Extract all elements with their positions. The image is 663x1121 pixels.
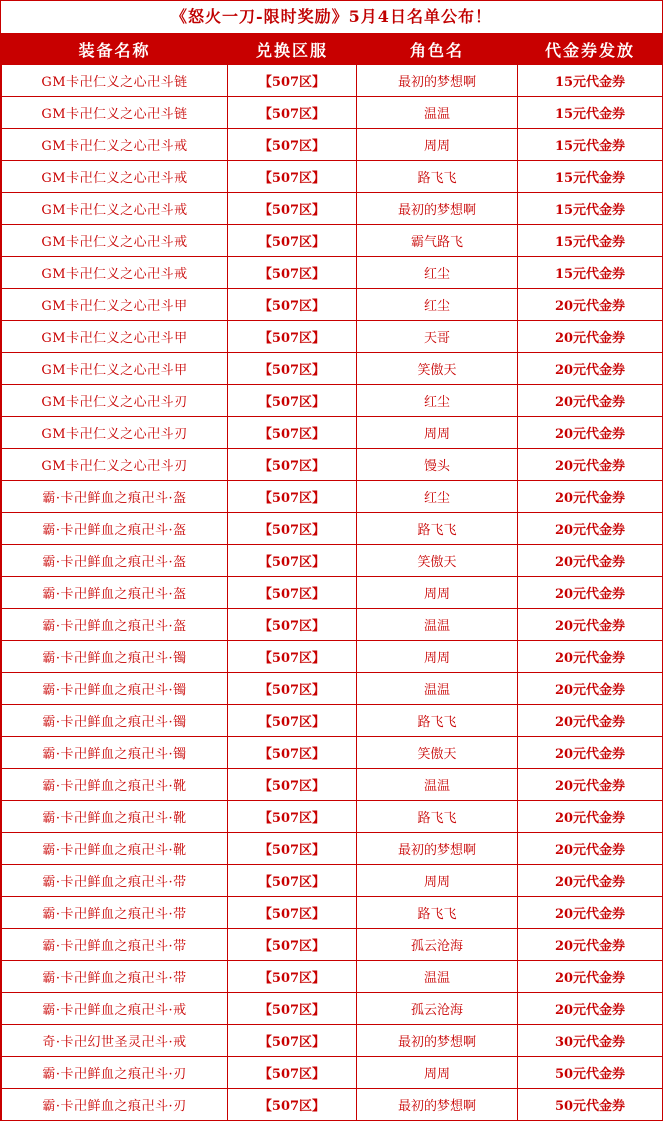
- item-name-cell: GM卡卍仁义之心卍斗甲: [2, 321, 228, 353]
- table-row: [2, 769, 663, 801]
- item-name-cell: 霸·卡卍鲜血之痕卍斗·镯: [2, 737, 228, 769]
- reward-cell: 20元代金券: [518, 481, 663, 513]
- table-row: [2, 289, 663, 321]
- reward-cell: 20元代金券: [518, 577, 663, 609]
- table-row: [2, 545, 663, 577]
- reward-cell: 20元代金券: [518, 673, 663, 705]
- zone-cell: 【507区】: [228, 1025, 357, 1057]
- item-name-cell: GM卡卍仁义之心卍斗戒: [2, 193, 228, 225]
- item-name-cell: 霸·卡卍鲜血之痕卍斗·盔: [2, 577, 228, 609]
- table-row: [2, 993, 663, 1025]
- zone-cell: 【507区】: [228, 1089, 357, 1121]
- item-name-cell: 霸·卡卍鲜血之痕卍斗·刃: [2, 1089, 228, 1121]
- role-name-cell: 温温: [357, 769, 518, 801]
- zone-cell: 【507区】: [228, 97, 357, 129]
- reward-table: [1, 33, 663, 1121]
- item-name-cell: 霸·卡卍鲜血之痕卍斗·盔: [2, 513, 228, 545]
- zone-cell: 【507区】: [228, 289, 357, 321]
- zone-cell: 【507区】: [228, 513, 357, 545]
- item-name-cell: 霸·卡卍鲜血之痕卍斗·戒: [2, 993, 228, 1025]
- item-name-cell: 霸·卡卍鲜血之痕卍斗·盔: [2, 609, 228, 641]
- zone-cell: 【507区】: [228, 129, 357, 161]
- item-name-cell: GM卡卍仁义之心卍斗链: [2, 97, 228, 129]
- reward-cell: 20元代金券: [518, 705, 663, 737]
- table-row: [2, 321, 663, 353]
- role-name-cell: 霸气路飞: [357, 225, 518, 257]
- table-row: [2, 1057, 663, 1089]
- role-name-cell: 周周: [357, 865, 518, 897]
- table-row: [2, 513, 663, 545]
- column-header-role: 角色名: [357, 34, 518, 65]
- table-row: [2, 193, 663, 225]
- role-name-cell: 路飞飞: [357, 705, 518, 737]
- reward-cell: 20元代金券: [518, 321, 663, 353]
- role-name-cell: 最初的梦想啊: [357, 193, 518, 225]
- reward-cell: 20元代金券: [518, 929, 663, 961]
- reward-cell: 15元代金券: [518, 65, 663, 97]
- reward-cell: 20元代金券: [518, 545, 663, 577]
- reward-cell: 20元代金券: [518, 993, 663, 1025]
- zone-cell: 【507区】: [228, 929, 357, 961]
- reward-cell: 50元代金券: [518, 1089, 663, 1121]
- item-name-cell: 霸·卡卍鲜血之痕卍斗·镯: [2, 641, 228, 673]
- role-name-cell: 路飞飞: [357, 897, 518, 929]
- item-name-cell: GM卡卍仁义之心卍斗戒: [2, 129, 228, 161]
- page-title: 《怒火一刀-限时奖励》5月4日名单公布！: [171, 7, 492, 26]
- reward-cell: 20元代金券: [518, 769, 663, 801]
- zone-cell: 【507区】: [228, 353, 357, 385]
- zone-cell: 【507区】: [228, 577, 357, 609]
- item-name-cell: GM卡卍仁义之心卍斗刃: [2, 449, 228, 481]
- role-name-cell: 笑傲天: [357, 737, 518, 769]
- zone-cell: 【507区】: [228, 897, 357, 929]
- zone-cell: 【507区】: [228, 641, 357, 673]
- item-name-cell: 霸·卡卍鲜血之痕卍斗·盔: [2, 545, 228, 577]
- zone-cell: 【507区】: [228, 673, 357, 705]
- item-name-cell: 霸·卡卍鲜血之痕卍斗·靴: [2, 833, 228, 865]
- item-name-cell: GM卡卍仁义之心卍斗甲: [2, 353, 228, 385]
- table-header-row: [2, 34, 663, 65]
- reward-cell: 20元代金券: [518, 353, 663, 385]
- zone-cell: 【507区】: [228, 481, 357, 513]
- item-name-cell: 霸·卡卍鲜血之痕卍斗·盔: [2, 481, 228, 513]
- zone-cell: 【507区】: [228, 385, 357, 417]
- item-name-cell: 霸·卡卍鲜血之痕卍斗·带: [2, 929, 228, 961]
- reward-cell: 20元代金券: [518, 449, 663, 481]
- role-name-cell: 温温: [357, 961, 518, 993]
- role-name-cell: 笑傲天: [357, 545, 518, 577]
- reward-cell: 15元代金券: [518, 193, 663, 225]
- reward-cell: 20元代金券: [518, 801, 663, 833]
- item-name-cell: 霸·卡卍鲜血之痕卍斗·靴: [2, 801, 228, 833]
- table-row: [2, 65, 663, 97]
- role-name-cell: 周周: [357, 577, 518, 609]
- role-name-cell: 温温: [357, 673, 518, 705]
- reward-cell: 15元代金券: [518, 129, 663, 161]
- zone-cell: 【507区】: [228, 417, 357, 449]
- column-header-zone: 兑换区服: [228, 34, 357, 65]
- reward-cell: 20元代金券: [518, 513, 663, 545]
- table-row: [2, 609, 663, 641]
- reward-cell: 20元代金券: [518, 961, 663, 993]
- zone-cell: 【507区】: [228, 737, 357, 769]
- table-row: [2, 129, 663, 161]
- column-header-reward: 代金券发放: [518, 34, 663, 65]
- reward-cell: 15元代金券: [518, 257, 663, 289]
- table-row: [2, 385, 663, 417]
- zone-cell: 【507区】: [228, 1057, 357, 1089]
- table-row: [2, 641, 663, 673]
- zone-cell: 【507区】: [228, 225, 357, 257]
- item-name-cell: GM卡卍仁义之心卍斗戒: [2, 257, 228, 289]
- reward-cell: 20元代金券: [518, 737, 663, 769]
- zone-cell: 【507区】: [228, 449, 357, 481]
- table-row: [2, 1089, 663, 1121]
- reward-cell: 15元代金券: [518, 97, 663, 129]
- item-name-cell: 霸·卡卍鲜血之痕卍斗·靴: [2, 769, 228, 801]
- table-row: [2, 801, 663, 833]
- zone-cell: 【507区】: [228, 833, 357, 865]
- role-name-cell: 红尘: [357, 257, 518, 289]
- role-name-cell: 温温: [357, 97, 518, 129]
- reward-cell: 30元代金券: [518, 1025, 663, 1057]
- item-name-cell: GM卡卍仁义之心卍斗刃: [2, 417, 228, 449]
- role-name-cell: 孤云沧海: [357, 993, 518, 1025]
- role-name-cell: 周周: [357, 641, 518, 673]
- item-name-cell: 奇·卡卍幻世圣灵卍斗·戒: [2, 1025, 228, 1057]
- table-row: [2, 673, 663, 705]
- table-row: [2, 225, 663, 257]
- role-name-cell: 馒头: [357, 449, 518, 481]
- table-row: [2, 705, 663, 737]
- zone-cell: 【507区】: [228, 993, 357, 1025]
- reward-cell: 20元代金券: [518, 417, 663, 449]
- reward-cell: 20元代金券: [518, 897, 663, 929]
- zone-cell: 【507区】: [228, 65, 357, 97]
- table-row: [2, 353, 663, 385]
- zone-cell: 【507区】: [228, 193, 357, 225]
- role-name-cell: 红尘: [357, 289, 518, 321]
- item-name-cell: GM卡卍仁义之心卍斗甲: [2, 289, 228, 321]
- item-name-cell: 霸·卡卍鲜血之痕卍斗·带: [2, 961, 228, 993]
- table-row: [2, 449, 663, 481]
- item-name-cell: GM卡卍仁义之心卍斗刃: [2, 385, 228, 417]
- item-name-cell: 霸·卡卍鲜血之痕卍斗·刃: [2, 1057, 228, 1089]
- role-name-cell: 温温: [357, 609, 518, 641]
- reward-cell: 20元代金券: [518, 641, 663, 673]
- reward-cell: 20元代金券: [518, 289, 663, 321]
- item-name-cell: 霸·卡卍鲜血之痕卍斗·带: [2, 865, 228, 897]
- zone-cell: 【507区】: [228, 961, 357, 993]
- role-name-cell: 周周: [357, 417, 518, 449]
- item-name-cell: 霸·卡卍鲜血之痕卍斗·带: [2, 897, 228, 929]
- zone-cell: 【507区】: [228, 865, 357, 897]
- item-name-cell: 霸·卡卍鲜血之痕卍斗·镯: [2, 705, 228, 737]
- table-row: [2, 481, 663, 513]
- role-name-cell: 天哥: [357, 321, 518, 353]
- table-row: [2, 865, 663, 897]
- zone-cell: 【507区】: [228, 769, 357, 801]
- role-name-cell: 周周: [357, 1057, 518, 1089]
- role-name-cell: 最初的梦想啊: [357, 833, 518, 865]
- item-name-cell: GM卡卍仁义之心卍斗戒: [2, 225, 228, 257]
- item-name-cell: GM卡卍仁义之心卍斗链: [2, 65, 228, 97]
- role-name-cell: 路飞飞: [357, 161, 518, 193]
- role-name-cell: 红尘: [357, 481, 518, 513]
- zone-cell: 【507区】: [228, 801, 357, 833]
- zone-cell: 【507区】: [228, 161, 357, 193]
- reward-cell: 20元代金券: [518, 385, 663, 417]
- table-row: [2, 97, 663, 129]
- column-header-item: 装备名称: [2, 34, 228, 65]
- role-name-cell: 孤云沧海: [357, 929, 518, 961]
- table-row: [2, 961, 663, 993]
- item-name-cell: 霸·卡卍鲜血之痕卍斗·镯: [2, 673, 228, 705]
- zone-cell: 【507区】: [228, 545, 357, 577]
- table-row: [2, 257, 663, 289]
- table-row: [2, 1025, 663, 1057]
- table-row: [2, 577, 663, 609]
- reward-cell: 50元代金券: [518, 1057, 663, 1089]
- reward-cell: 15元代金券: [518, 225, 663, 257]
- zone-cell: 【507区】: [228, 257, 357, 289]
- role-name-cell: 最初的梦想啊: [357, 1089, 518, 1121]
- zone-cell: 【507区】: [228, 609, 357, 641]
- role-name-cell: 路飞飞: [357, 801, 518, 833]
- table-row: [2, 161, 663, 193]
- table-row: [2, 897, 663, 929]
- role-name-cell: 笑傲天: [357, 353, 518, 385]
- table-row: [2, 833, 663, 865]
- reward-cell: 20元代金券: [518, 833, 663, 865]
- table-row: [2, 929, 663, 961]
- role-name-cell: 周周: [357, 129, 518, 161]
- reward-cell: 20元代金券: [518, 865, 663, 897]
- zone-cell: 【507区】: [228, 705, 357, 737]
- table-row: [2, 737, 663, 769]
- zone-cell: 【507区】: [228, 321, 357, 353]
- reward-cell: 20元代金券: [518, 609, 663, 641]
- item-name-cell: GM卡卍仁义之心卍斗戒: [2, 161, 228, 193]
- role-name-cell: 最初的梦想啊: [357, 1025, 518, 1057]
- role-name-cell: 路飞飞: [357, 513, 518, 545]
- role-name-cell: 红尘: [357, 385, 518, 417]
- reward-cell: 15元代金券: [518, 161, 663, 193]
- table-row: [2, 417, 663, 449]
- role-name-cell: 最初的梦想啊: [357, 65, 518, 97]
